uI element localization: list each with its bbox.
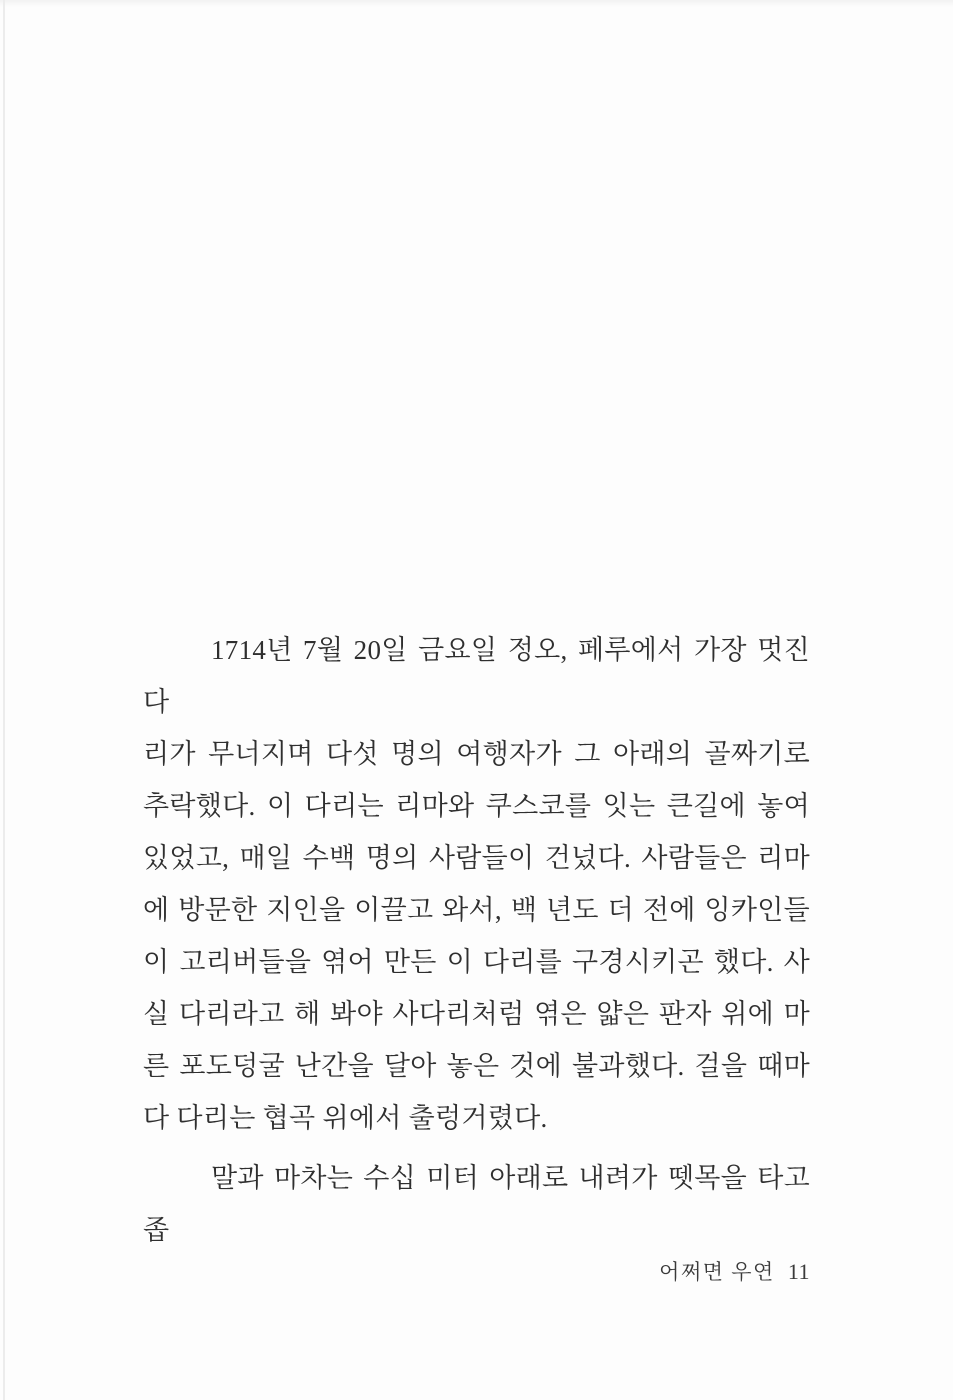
text-line: 말과 마차는 수십 미터 아래로 내려가 뗏목을 타고 좁 <box>143 1163 810 1245</box>
running-footer <box>659 1256 810 1288</box>
page-number: 11 <box>787 1259 810 1284</box>
text-line: 리가 무너지며 다섯 명의 여행자가 그 아래의 골짜기로 <box>143 739 810 769</box>
text-line: 추락했다. 이 다리는 리마와 쿠스코를 잇는 큰길에 놓여 <box>143 791 810 821</box>
scan-top-shade <box>0 0 953 7</box>
text-line: 에 방문한 지인을 이끌고 와서, 백 년도 더 전에 잉카인들 <box>143 895 810 925</box>
text-line: 실 다리라고 해 봐야 사다리처럼 엮은 얇은 판자 위에 마 <box>143 999 810 1029</box>
book-title: 어쩌면 우연 <box>659 1260 775 1284</box>
text-line: 1714년 7월 20일 금요일 정오, 페루에서 가장 멋진 다 <box>143 635 810 717</box>
text-line: 있었고, 매일 수백 명의 사람들이 건넜다. 사람들은 리마 <box>143 843 810 873</box>
scan-edge-artifact <box>3 0 5 1400</box>
body-text <box>143 624 810 1256</box>
text-line: 다 다리는 협곡 위에서 출렁거렸다. <box>143 1103 548 1133</box>
text-line: 이 고리버들을 엮어 만든 이 다리를 구경시키곤 했다. 사 <box>143 947 810 977</box>
text-line: 른 포도덩굴 난간을 달아 놓은 것에 불과했다. 걸을 때마 <box>143 1051 810 1081</box>
